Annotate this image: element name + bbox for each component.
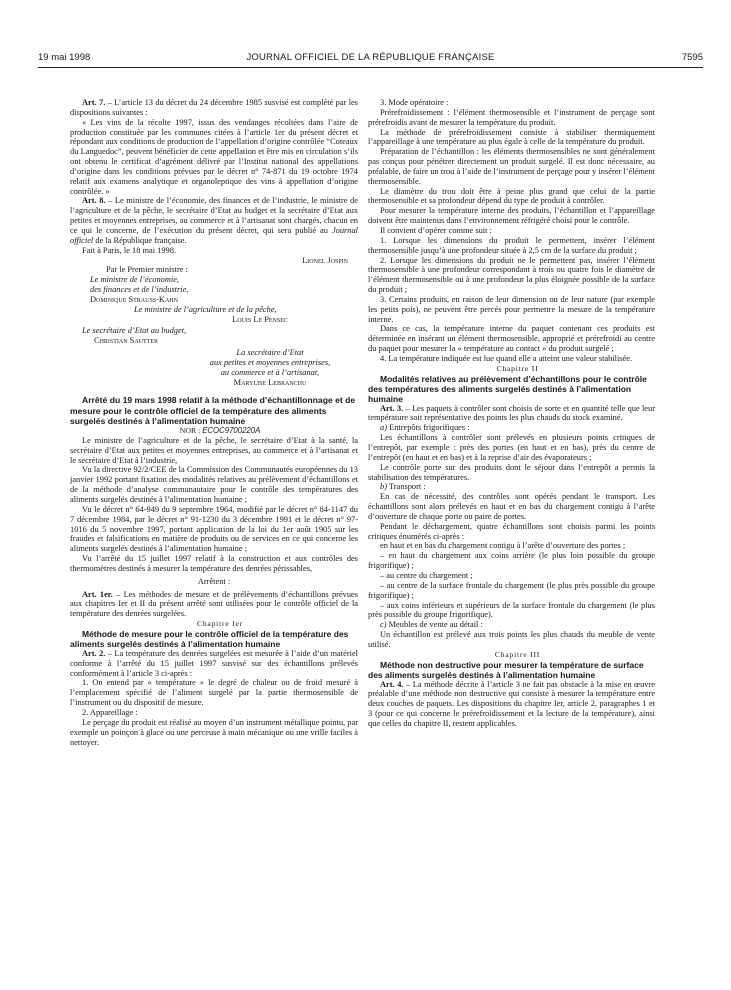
header-date: 19 mai 1998 [38,52,91,63]
section-b-item-1: en haut et en bas du chargement contigu à l’arête d’ouverture des portes ; [380,541,626,551]
signature-name-le-pensec: Louis Le Pensec [232,314,288,324]
article-4: Art. 4. – La méthode décrite à l’article 3 ne fait pas obstacle à la mise en œuvre préalable d’une méthode non destructive qui consiste à mesurer la température entre deux couches de paquets. Les dispositions du chapitre Ier, article 2, paragraphes 1 et 3 (pour ce qui concerne le prérefroidissement et la lecture de la température), ainsi que celles du chapitre II, restent applicables. [368,679,655,728]
article-7-quote: « Les vins de la récolte 1997, issus des vendanges récoltées dans l’aire de production constituée par les communes citées à l’article 1er du présent décret et répondant aux conditions de production de l’appellation d’origine contrôlée “Coteaux du Languedoc”, peuvent bénéficier de cette appellation et être mis en circulation s’ils ont obtenu le certificat d’agrément délivré par l’Institut national des appellations d’origine dans les conditions prévues par le décret n° 74-871 du 19 octobre 1974 relatif aux examens analytique et organoleptique des vins à appellation d’origine contrôlée. » [70,117,358,196]
signature-premier-ministre: Lionel Jospin [302,255,348,265]
preamble-decret: Vu le décret n° 64-949 du 9 septembre 1964, modifié par le décret n° 84-1147 du 7 décembre 1984, par le décret n° 91-1230 du 3 décembre 1991 et le décret n° 97-1016 du 5 novembre 1997, portant application de la loi du 1er août 1905 sur les fraudes et falsifications en matière de produits ou de services en ce qui concerne les aliments surgelés destinés à l’alimentation humaine ; [70,504,358,554]
section-c-text: Un échantillon est prélevé aux trois points les plus chauds du meuble de vente utilisé. [368,630,655,649]
arrete-title: Arrêté du 19 mars 1998 relatif à la méthode d’échantillonnage et de mesure pour le contrôle officiel de la température des aliments surgelés destinés à l’alimentation humaine [70,395,356,426]
preamble-ministers: Le ministre de l’agriculture et de la pêche, le secrétaire d’Etat à la santé, la secrétaire d’Etat aux petites et moyennes entreprises, au commerce et à l’artisanat et le secrétaire d’Etat à l’industrie, [70,435,358,465]
signature-title-agriculture: Le ministre de l’agriculture et de la pêche, [134,304,277,314]
signature-title-pme-b: aux petites et moyennes entreprises, [209,357,331,367]
methode-prerefroidissement: La méthode de prérefroidissement consiste à stabiliser thermiquement l’appareillage à une température au plus égale à celle de la température du produit. [368,127,655,147]
article-2-point-2: 2. Appareillage : [82,708,138,718]
prerefroidissement: Prérefroidissement : l’élément thermosensible et l’instrument de perçage sont prérefroidis avant de mesurer la température du produit. [368,107,655,127]
article-2-point-1: 1. On entend par « température » le degré de chaleur ou de froid mesuré à l’emplacement spécifié de l’aliment surgelé par la partie thermosensible de l’instrument ou du dispositif de mesure. [70,678,358,708]
header-page-number: 7595 [681,52,703,63]
section-b-text-2: Pendant le déchargement, quatre échantillons sont choisis parmi les points critiques énumérés ci-après : [368,521,655,541]
section-b-item-3: – au centre du chargement ; [380,570,473,580]
header-rule [38,67,703,68]
signature-title-economie-b: des finances et de l’industrie, [90,285,189,295]
signature-name-strauss-kahn: Dominique Strauss-Kahn [90,294,178,304]
preamble-directive: Vu la directive 92/2/CEE de la Commission des Communautés européennes du 13 janvier 1992 portant fixation des modalités relatives au prélèvement d’échantillons et de la méthode d’analyse communautaire pour le contrôle des températures des aliments surgelés destinés à l’alimentation humaine ; [70,465,358,504]
chapter-2-title: Modalités relatives au prélèvement d’échantillons pour le contrôle des températures des aliments surgelés destinés à l’alimentation humaine [368,373,647,404]
preparation-echantillon: Préparation de l’échantillon : les éléments thermosensibles ne sont généralement pas conçus pour pénétrer directement un produit surgelé. Il est donc nécessaire, au préalable, de faire un trou à l’aide de l’instrument de perçage pour y insérer l’élément thermosensible. [368,147,655,186]
article-3: Art. 3. – Les paquets à contrôler sont choisis de sorte et en quantité telle que leur température soit représentative des points les plus chauds du stock examiné. [368,403,655,423]
step-1: 1. Lorsque les dimensions du produit le permettent, insérer l’élément thermosensible jusqu’à une profondeur située à 2,5 cm de la surface du produit ; [368,235,655,255]
chapter-3-heading: Chapitre III [494,649,541,659]
article-7: Art. 7. – L’article 13 du décret du 24 décembre 1985 susvisé est complété par les dispositions suivantes : [70,98,359,117]
chapter-2-heading: Chapitre II [496,363,539,373]
temperature-interne: Pour mesurer la température interne des produits, l’échantillon et l’appareillage doivent être maintenus dans l’environnement réfrigéré choisi pour le contrôle. [368,206,655,226]
operer-comme-suit: Il convient d’opérer comme suit : [380,225,492,235]
section-b-item-5: – aux coins inférieurs et supérieurs de la surface frontale du chargement (le plus près possible du groupe frigorifique). [368,600,655,620]
fait-a-paris: Fait à Paris, le 18 mai 1998. [82,245,176,255]
arretent: Arrêtent : [197,576,231,586]
step-3: 3. Certains produits, en raison de leur dimension ou de leur nature (par exemple les petits pois), ne peuvent être percés pour permettre la mesure de la température interne. [368,294,655,324]
section-b-heading: b) Transport : [380,482,426,492]
signature-title-pme-a: La secrétaire d’Etat [236,348,304,358]
section-a-heading: a) Entrepôts frigorifiques : [380,423,470,433]
article-1: Art. 1er. – Les méthodes de mesure et de prélèvements d’échantillons prévues aux chapitres Ier et II du présent arrêté sont utilisées pour le contrôle officiel de la température des denrées surgelées. [70,589,358,619]
signature-title-economie-a: Le ministre de l’économie, [90,275,180,285]
step-4: 4. La température indiquée est lue quand elle a atteint une valeur stabilisée. [380,353,633,363]
signature-title-budget: Le secrétaire d’Etat au budget, [82,326,187,336]
signature-name-sautter: Christian Sautter [94,336,158,346]
header-journal-title: JOURNAL OFFICIEL DE LA RÉPUBLIQUE FRANÇAISE [246,52,495,63]
signature-name-lebranchu: Marylise Lebranchu [233,377,307,387]
section-b-item-2: – en haut du chargement aux coins arrière (le plus loin possible du groupe frigorifique) ; [368,551,655,571]
mode-operatoire: 3. Mode opératoire : [380,98,449,107]
signature-title-pme-c: au commerce et à l’artisanat, [220,367,320,377]
step-2: 2. Lorsque les dimensions du produit ne le permettent pas, insérer l’élément thermosensible à une profondeur correspondant à trois ou quatre fois le diamètre de l’élément thermosensible ou à une profondeur la plus éloignée possible de la surface du produit ; [368,255,655,295]
right-column [368,98,655,729]
diametre-trou: Le diamètre du trou doit être à peine plus grand que celui de la partie thermosensible et sa profondeur dépend du type de produit à contrôler. [368,186,655,206]
section-a-text-1: Les échantillons à contrôler sont prélevés en plusieurs points critiques de l’entrepôt, par exemple : près des portes (en haut et en bas), près du centre de l’entrepôt (en haut et en bas) et à la reprise d’air des évaporateurs ; [368,433,655,462]
nor-reference: NOR : ECOC9700220A [179,426,261,436]
section-b-item-4: – au centre de la surface frontale du chargement (le plus près possible du groupe frigorifique) ; [368,580,655,600]
par-le-premier-ministre: Par le Premier ministre : [106,265,188,275]
chapter-3-title: Méthode non destructive pour mesurer la température de surface des aliments surgelés destinés à l’alimentation humaine [368,659,644,680]
step-3-detail: Dans ce cas, la température interne du paquet contenant ces produits est déterminée en insérant un élément thermosensible, approprié et prérefroidi au centre du paquet pour mesurer la « température au contact » du produit surgelé ; [368,324,655,354]
section-b-text-1: En cas de nécessité, des contrôles sont opérés pendant le transport. Les échantillons sont alors prélevés en haut et en bas du chargement contigu à l’arête d’ouverture de chaque porte ou paire de portes. [368,492,655,521]
chapter-1-title: Méthode de mesure pour le contrôle officiel de la température des aliments surgelés destinés à l’alimentation humaine [70,628,349,649]
preamble-arrete: Vu l’arrêté du 15 juillet 1997 relatif à la construction et aux contrôles des thermomètres destinés à mesurer la température des denrées périssables, [70,554,358,573]
page-header [38,52,703,66]
chapter-1-heading: Chapitre Ier [196,619,244,629]
article-2-point-2-text: Le perçage du produit est réalisé au moyen d’un instrument métallique pointu, par exemple un poinçon à glace ou une perceuse à main mécanique ou une vrille faciles à nettoyer. [70,717,358,747]
section-a-text-2: Le contrôle porte sur des produits dont le séjour dans l’entrepôt a permis la stabilisation des températures. [368,462,655,482]
article-2: Art. 2. – La température des denrées surgelées est mesurée à l’aide d’un matériel conforme à l’arrêté du 15 juillet 1997 susvisé sur des échantillons prélevés conformément à l’article 3 ci-après : [70,648,358,678]
left-column [70,98,358,747]
section-c-heading: c) Meubles de vente au détail : [380,620,483,630]
article-8: Art. 8. – Le ministre de l’économie, des finances et de l’industrie, le ministre de l’agriculture et de la pêche, le secrétaire d’Etat au budget et la secrétaire d’Etat aux petites et moyennes entreprises, au commerce et à l’artisanat sont chargés, chacun en ce qui le concerne, de l’exécution du présent décret, qui sera publié au Journal officiel de la République française. [70,196,358,245]
